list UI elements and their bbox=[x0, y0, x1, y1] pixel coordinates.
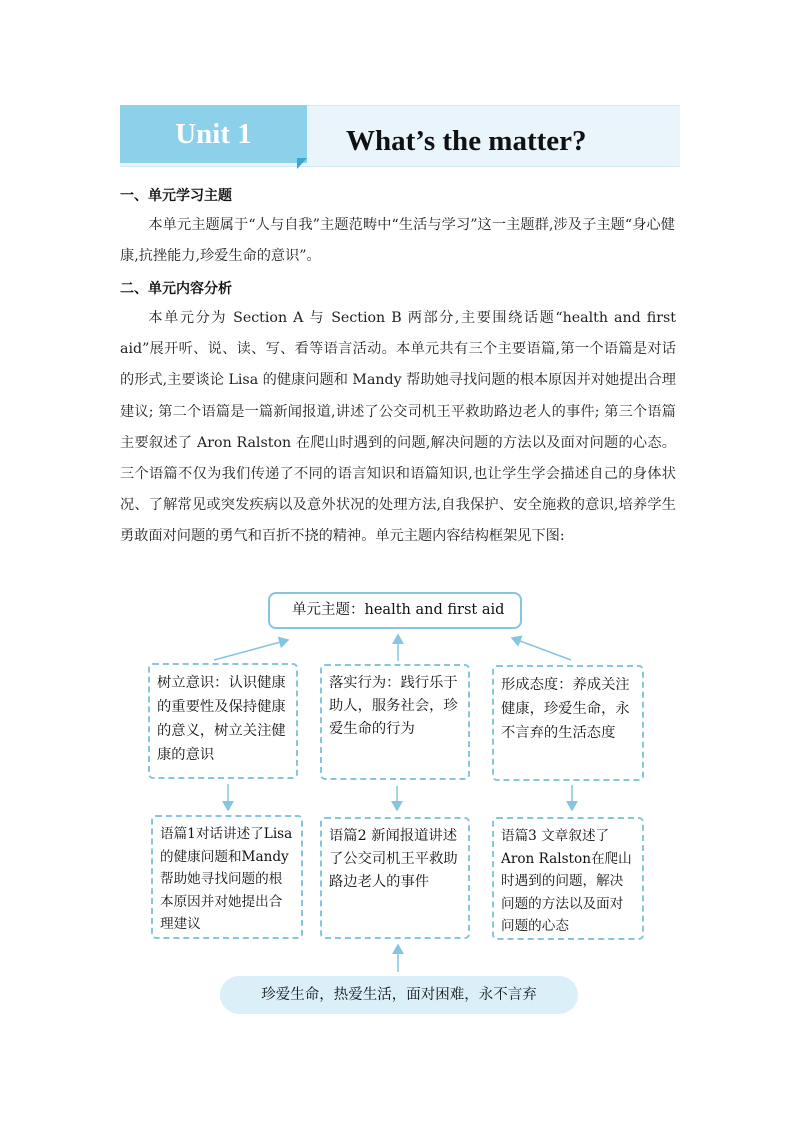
unit-label: Unit 1 bbox=[175, 118, 252, 150]
goal-box-attitude: 形成态度：养成关注健康，珍爱生命，永不言弃的生活态度 bbox=[492, 665, 644, 781]
section-2-paragraph: 本单元分为 Section A 与 Section B 两部分,主要围绕话题“health and first aid”展开听、说、读、写、看等语言活动。本单元共有三个主要语篇,第一个语篇是对话的形式,主要谈论 Lisa 的健康问题和 Mandy 帮助她寻找问题的根本原因并对她提出合理建议; 第二个语篇是一篇新闻报道,讲述了公交司机王平救助路边老人的事件; 第三个语篇主要叙述了 Aron Ralston 在爬山时遇到的问题,解决问题的方法以及面对问题的心态。三个语篇不仅为我们传递了不同的语言知识和语篇知识,也让学生学会描述自己的身体状况、了解常见或突发疾病以及意外状况的处理方法,自我保护、安全施救的意识,培养学生勇敢面对问题的勇气和百折不挠的精神。单元主题内容结构框架见下图: bbox=[120, 310, 676, 545]
section-2-heading: 二、单元内容分析 bbox=[120, 281, 232, 297]
text-box-news: 语篇2 新闻报道讲述了公交司机王平救助路边老人的事件 bbox=[320, 817, 470, 939]
diagram-foundation: 珍爱生命，热爱生活，面对困难，永不言弃 bbox=[220, 976, 578, 1014]
unit-title: What’s the matter? bbox=[346, 125, 587, 157]
section-1-heading: 一、单元学习主题 bbox=[120, 188, 232, 204]
goal-box-awareness: 树立意识：认识健康的重要性及保持健康的意义，树立关注健康的意识 bbox=[148, 663, 298, 779]
diagram-root-node: 单元主题：health and first aid bbox=[268, 592, 522, 629]
arrow-goal3-to-root bbox=[512, 638, 571, 660]
arrow-goal1-to-root bbox=[214, 640, 288, 660]
section-1-paragraph: 本单元主题属于“人与自我”主题范畴中“生活与学习”这一主题群,涉及子主题“身心健康,抗挫能力,珍爱生命的意识”。 bbox=[120, 217, 675, 265]
text-box-dialogue: 语篇1对话讲述了Lisa的健康问题和Mandy帮助她寻找问题的根本原因并对她提出合理建议 bbox=[151, 815, 303, 939]
text-box-article: 语篇3 文章叙述了Aron Ralston在爬山时遇到的问题，解决问题的方法以及面对问题的心态 bbox=[492, 817, 644, 940]
goal-box-behavior: 落实行为：践行乐于助人，服务社会，珍爱生命的行为 bbox=[320, 664, 470, 780]
